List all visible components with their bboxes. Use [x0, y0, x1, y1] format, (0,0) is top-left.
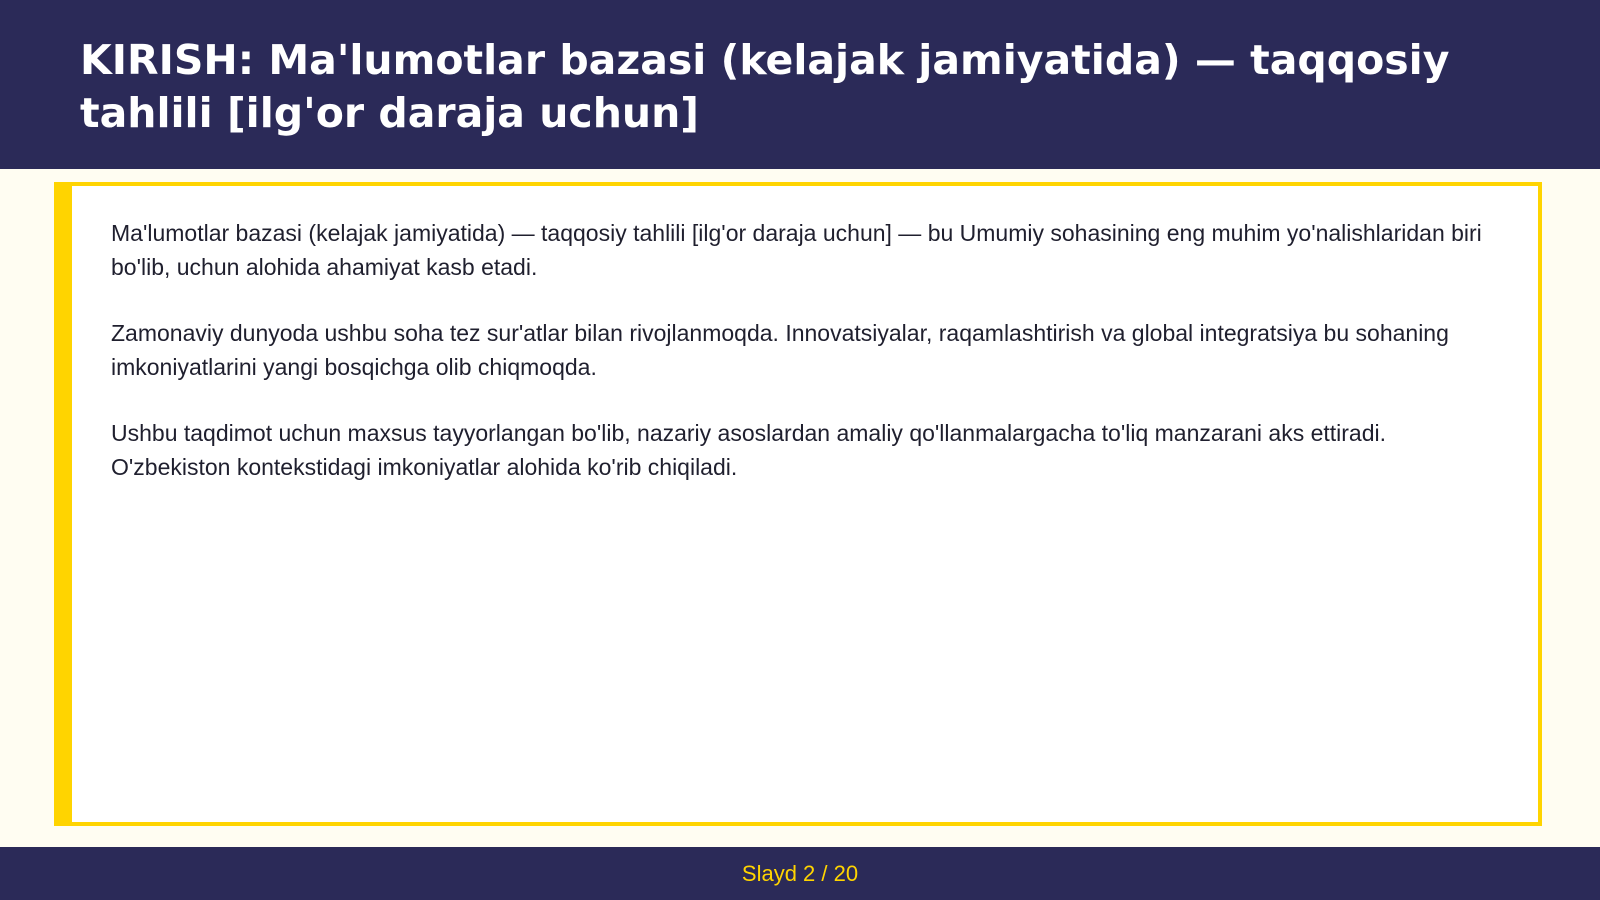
content-card [54, 182, 1542, 826]
slide-footer [0, 847, 1600, 900]
slide-title: KIRISH: Ma'lumotlar bazasi (kelajak jamiyatida) — taqqosiy tahlili [ilg'or daraja uchun] [80, 36, 1450, 137]
introduction-paragraph-3: Ushbu taqdimot uchun maxsus tayyorlangan bo'lib, nazariy asoslardan amaliy qo'llanmalargacha to'liq manzarani aks ettiradi. O'zbekiston kontekstidagi imkoniyatlar alohida ko'rib chiqiladi. [111, 420, 1387, 480]
slide-number: Slayd 2 / 20 [741, 860, 859, 886]
slide-header [0, 0, 1600, 169]
introduction-paragraph-1: Ma'lumotlar bazasi (kelajak jamiyatida) — taqqosiy tahlili [ilg'or daraja uchun] — bu Umumiy sohasining eng muhim yo'nalishlaridan biri bo'lib, uchun alohida ahamiyat kasb etadi. [111, 220, 1482, 280]
introduction-paragraph-2: Zamonaviy dunyoda ushbu soha tez sur'atlar bilan rivojlanmoqda. Innovatsiyalar, raqamlashtirish va global integratsiya bu sohaning imkoniyatlarini yangi bosqichga olib chiqmoqda. [111, 320, 1449, 380]
